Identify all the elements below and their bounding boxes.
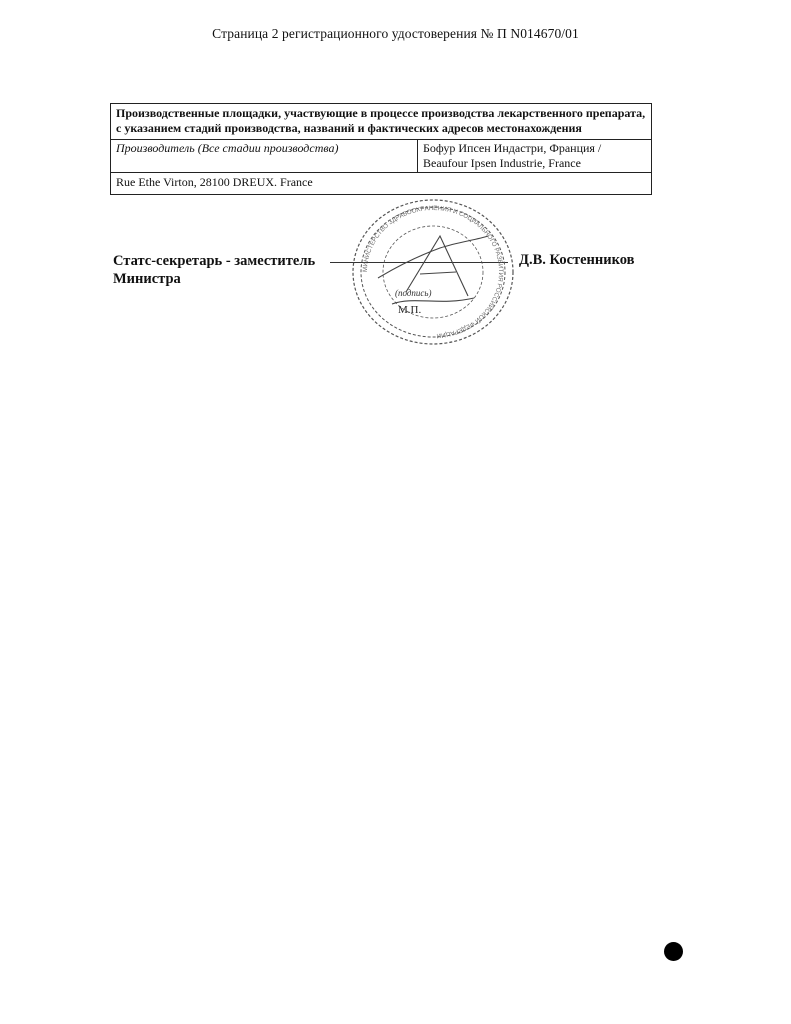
- signatory-name: Д.В. Костенников: [519, 252, 635, 268]
- manufacturer-name-en: Beaufour Ipsen Industrie, France: [423, 156, 581, 170]
- manufacturer-name-cell: [418, 140, 652, 173]
- manufacturer-address-cell: Rue Ethe Virton, 28100 DREUX. France: [111, 173, 652, 195]
- table-row: [111, 140, 652, 173]
- table-row: [111, 173, 652, 195]
- signatory-title-line1: Статс-секретарь - заместитель: [113, 253, 316, 269]
- official-seal-stamp: [348, 196, 518, 348]
- seal-ring-text: МИНИСТЕРСТВО ЗДРАВООХРАНЕНИЯ И СОЦИАЛЬНОГО РАЗВИТИЯ РОССИЙСКОЙ ФЕДЕРАЦИИ: [361, 204, 505, 339]
- table-heading: Производственные площадки, участвующие в процессе производства лекарственного препарата, с указанием стадий производства, названий и фактических адресов местонахождения: [111, 104, 652, 140]
- table-header-row: [111, 104, 652, 140]
- seal-caption: М.П.: [398, 304, 422, 316]
- manufacturer-name-ru: Бофур Ипсен Индастри, Франция /: [423, 141, 602, 155]
- manufacturer-role-cell: Производитель (Все стадии производства): [111, 140, 418, 173]
- page-header: Страница 2 регистрационного удостоверения № П N014670/01: [212, 26, 579, 41]
- signatory-title: [113, 252, 315, 288]
- signature-caption: (подпись): [395, 288, 432, 298]
- production-sites-table: [110, 103, 652, 195]
- signatory-title-line2: Министра: [113, 271, 181, 287]
- page-marker-dot: [664, 942, 683, 961]
